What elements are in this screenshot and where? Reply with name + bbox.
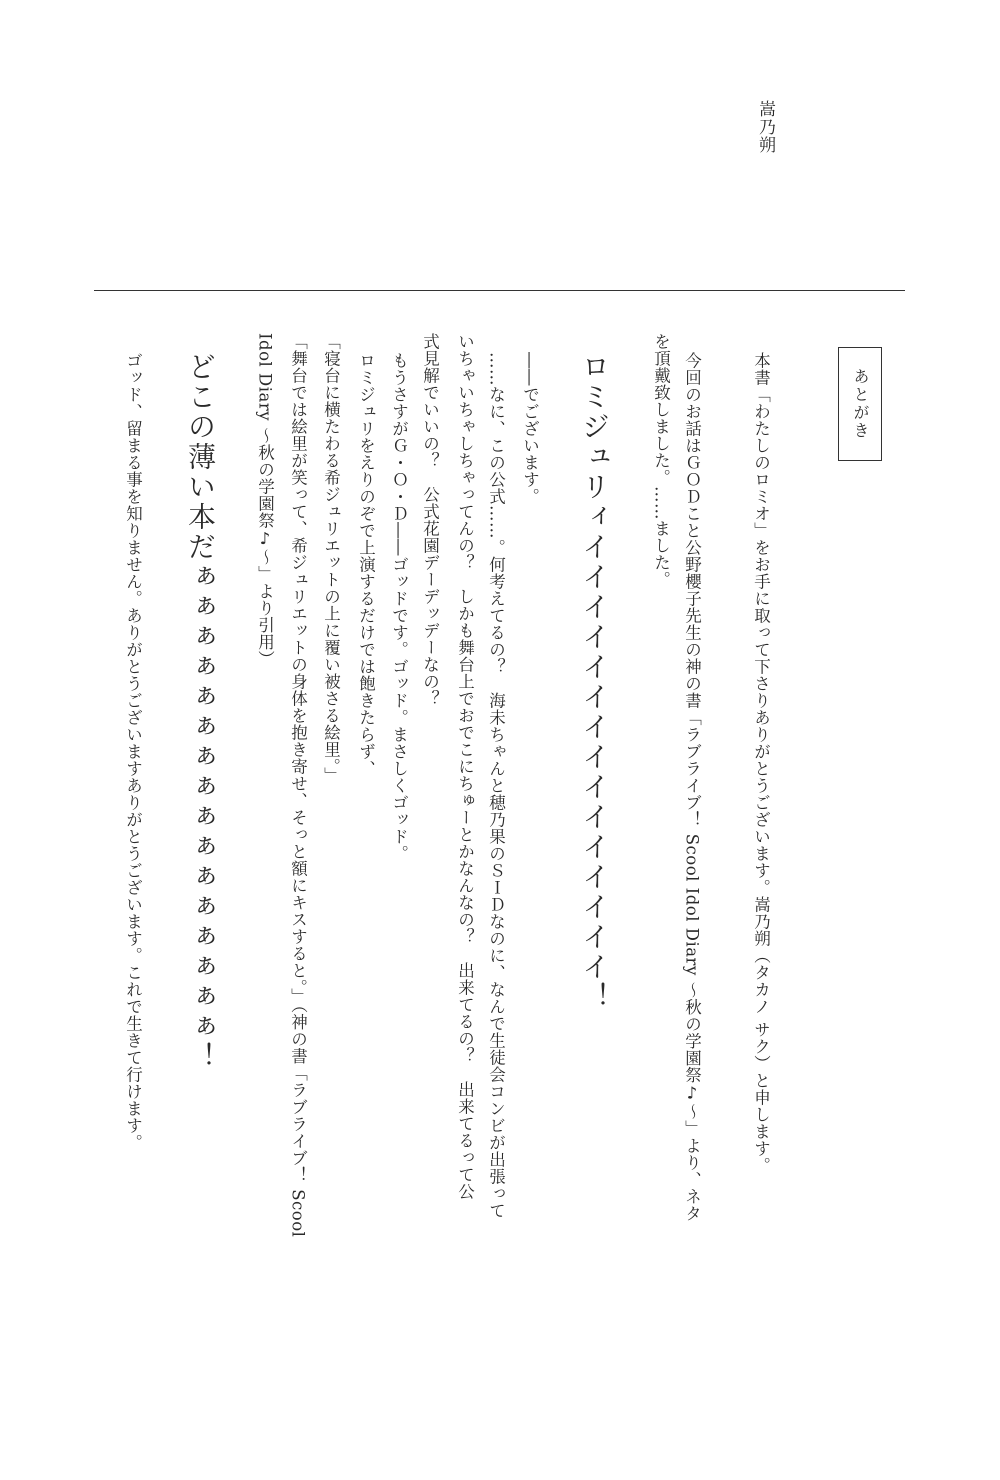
body-line: ――でございます。 [520,352,540,505]
quote-line: Idol Diary 〜秋の学園祭♪〜」より引用） [255,333,275,668]
body-line: を頂戴致しました。……ました。 [651,333,671,588]
body-line: ロミジュリをえりのぞで上演するだけでは飽きたらず、 [356,352,376,777]
emphasis-line: ロミジュリィイイイイイイイイイイイイイイイ！ [578,352,611,1012]
emphasis-line: どこの薄い本だぁぁぁぁぁぁぁぁぁぁぁぁぁぁぁぁ！ [184,352,217,1072]
body-line: 本書「わたしのロミオ」をお手に取って下さりありがとうございます。嵩乃朔（タカノ サク）と申します。 [751,352,771,1174]
afterword-heading: あとがき [851,368,870,440]
body-line: ……なに、この公式……。何考えてるの？ 海未ちゃんと穂乃果のＳＩＤなのに、なんで生徒会コンビが出張って [486,352,506,1219]
body-line: もうさすがＧ・Ｏ・Ｄ――ゴッドです。ゴッド。まさしくゴッド。 [389,352,409,862]
quote-line: 「舞台では絵里が笑って、希ジュリエットの身体を抱き寄せ、そっと額にキスすると。」（神の書「ラブライブ！ Scool [288,333,308,1238]
afterword-heading-box [838,347,882,461]
body-line: 今回のお話はＧＯＤこと公野櫻子先生の神の書「ラブライブ！ Scool Idol Diary 〜秋の学園祭♪〜」より、ネタ [682,352,702,1223]
quote-line: 「寝台に横たわる希ジュリエットの上に覆い被さる絵里。」 [321,333,341,784]
body-line: ゴッド、留まる事を知りません。ありがとうございますありがとうございます。これで生きて行けます。 [123,352,143,1151]
section-divider [94,290,905,291]
body-line: 式見解でいいの？ 公式花園デーデッデーなの？ [420,333,440,707]
body-line: いちゃいちゃしちゃってんの？ しかも舞台上でおでこにちゅーとかなんなの？ 出来てるの？ 出来てるって公 [455,333,475,1200]
author-name: 嵩乃朔 [755,100,775,154]
